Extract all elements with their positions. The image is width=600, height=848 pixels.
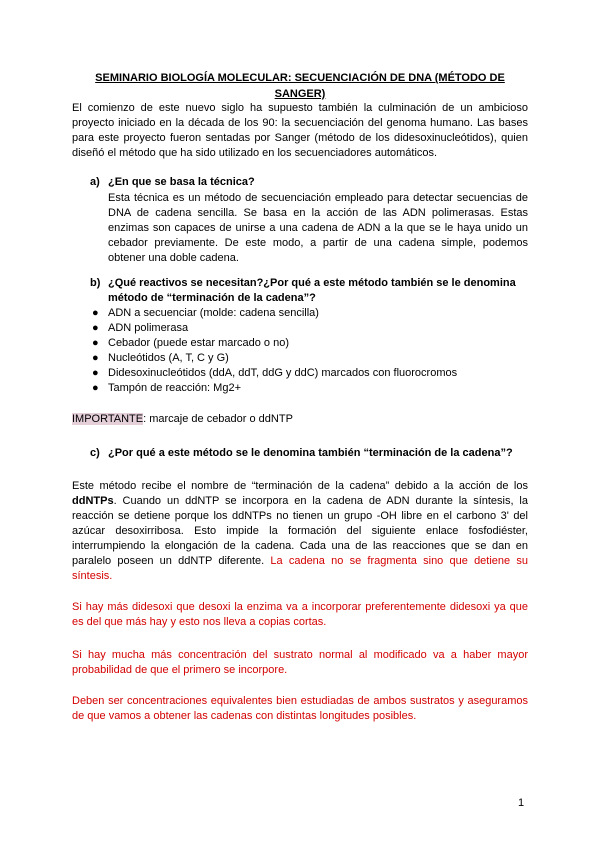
question-b-text: ¿Qué reactivos se necesitan?¿Por qué a este método también se le denomina método de “terminación de la cadena”? [108,277,516,304]
question-c-text: ¿Por qué a este método se le denomina también “terminación de la cadena”? [108,447,513,459]
list-item: ● Nucleótidos (A, T, C y G) [92,352,229,364]
page-number: 1 [518,797,525,809]
intro-paragraph: El comienzo de este nuevo siglo ha supuesto también la culminación de un ambicioso proyecto iniciado en la década de los 90: la secuenciación del genoma humano. Las bases para este proyecto fueron sentadas por Sanger (método de los didesoxinucleótidos), quien diseñó el método que ha sido utilizado en los secuenciadores automáticos. [72,102,528,159]
important-note [72,412,528,427]
list-item: ● ADN a secuenciar (molde: cadena sencilla) [92,307,319,319]
question-a [90,175,255,190]
question-a-text: ¿En que se basa la técnica? [108,176,255,188]
bullet-icon: ● [92,337,99,349]
bullet-icon: ● [92,382,99,394]
bullet-icon: ● [92,322,99,334]
title-line-1: SEMINARIO BIOLOGÍA MOLECULAR: SECUENCIACIÓN DE DNA (MÉTODO DE [95,72,505,84]
answer-c-paragraph-3: Si hay mucha más concentración del sustrato normal al modificado va a haber mayor probabilidad de que el primero se incorpore. [72,649,528,676]
reagents-list [90,306,457,396]
question-a-letter: a) [90,176,100,188]
list-item: ● ADN polimerasa [92,322,189,334]
list-item: ● Cebador (puede estar marcado o no) [92,337,289,349]
important-text: : marcaje de cebador o ddNTP [143,413,293,425]
ddntps-term: ddNTPs [72,495,114,507]
question-c [90,446,513,461]
bullet-icon: ● [92,307,99,319]
list-item: ● Tampón de reacción: Mg2+ [92,382,241,394]
answer-a: Esta técnica es un método de secuenciación empleado para detectar secuencias de DNA de cadena sencilla. Se basa en la acción de las ADN polimerasas. Estas enzimas son capaces de unirse a una cadena de ADN a la que se le haya unido un cebador previamente. De este modo, a partir de una cadena simple, podemos obtener una doble cadena. [108,192,528,264]
bullet-icon: ● [92,367,99,379]
title-line-2: SANGER) [274,88,326,100]
answer-c-paragraph-1: Este método recibe el nombre de “terminación de la cadena” debido a la acción de los ddNTPs. Cuando un ddNTP se incorpora en la cadena de ADN durante la síntesis, la reacción se detiene porque los ddNTPs no tienen un grupo -OH libre en el carbono 3' del azúcar desoxirribosa. Esto impide la formación del siguiente enlace fosfodiéster, interrumpiendo la elongación de la cadena. Cada una de las reacciones que se dan en paralelo poseen un ddNTP diferente. La cadena no se fragmenta sino que detiene su síntesis. [72,480,528,582]
list-item: ● Didesoxinucleótidos (ddA, ddT, ddG y ddC) marcados con fluorocromos [92,367,458,379]
important-label: IMPORTANTE [72,413,144,425]
answer-c-paragraph-4: Deben ser concentraciones equivalentes bien estudiadas de ambos sustratos y aseguramos de que vamos a obtener las cadenas con distintas longitudes posibles. [72,695,528,722]
question-b-letter: b) [90,277,101,289]
question-c-letter: c) [90,447,100,459]
bullet-icon: ● [92,352,99,364]
answer-c-paragraph-2: Si hay más didesoxi que desoxi la enzima va a incorporar preferentemente didesoxi ya que es del que más hay y esto nos lleva a copias cortas. [72,601,528,628]
red-note: La cadena no se fragmenta sino que detiene su síntesis. [72,555,528,582]
page-title [72,70,528,102]
